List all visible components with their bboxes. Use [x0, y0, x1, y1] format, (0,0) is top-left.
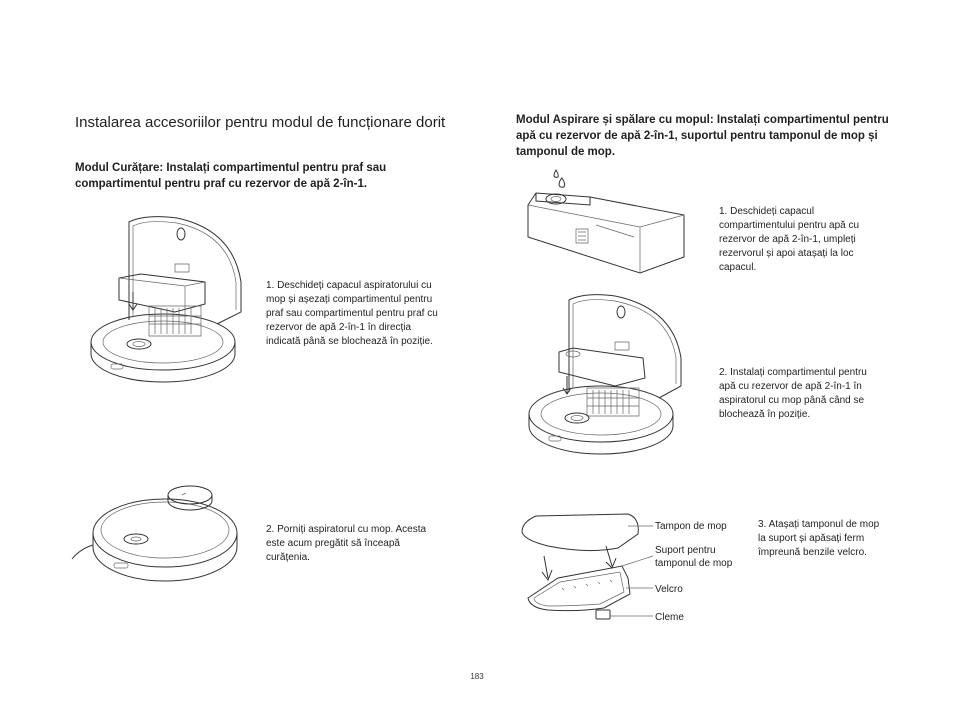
- section-title: Instalarea accesoriilor pentru modul de funcționare dorit: [75, 114, 446, 131]
- label-mop-holder: Suport pentru tamponul de mop: [655, 545, 733, 569]
- right-step-1: 1. Deschideți capacul compartimentului pentru apă cu rezervor de apă 2-în-1, umpleți rezervorul și apoi atașați la loc capacul.: [719, 206, 860, 273]
- right-step-3: 3. Atașați tamponul de mop la suport și apăsați ferm împreună benzile velcro.: [758, 519, 880, 558]
- water-tank-illustration: [520, 165, 690, 280]
- robot-closed-illustration: [70, 475, 245, 585]
- label-velcro: Velcro: [655, 584, 683, 595]
- left-step-2: 2. Porniți aspiratorul cu mop. Acesta este acum pregătit să înceapă curățenia.: [266, 524, 427, 563]
- mop-mode-subtitle: Modul Aspirare și spălare cu mopul: Instalați compartimentul pentru apă cu rezervor de apă 2-în-1, suportul pentru tamponul de mop și tamponul de mop.: [516, 114, 889, 158]
- robot-open-lid-dustbin-illustration: [85, 212, 250, 392]
- cleaning-mode-subtitle: Modul Curățare: Instalați compartimentul pentru praf sau compartimentul pentru praf cu rezervor de apă 2-în-1.: [75, 162, 387, 190]
- robot-open-lid-water-tank-illustration: [525, 292, 695, 457]
- mop-pad-holder-illustration: [518, 508, 653, 628]
- label-clips: Cleme: [655, 612, 684, 623]
- right-step-2: 2. Instalați compartimentul pentru apă cu rezervor de apă 2-în-1 în aspiratorul cu mop până când se blochează în poziție.: [719, 367, 867, 420]
- left-step-1: 1. Deschideți capacul aspiratorului cu mop și așezați compartimentul pentru praf sau compartimentul pentru praf cu rezervor de apă 2-în-1 în direcția indicată până se blochează în poziție.: [266, 280, 438, 347]
- label-mop-pad: Tampon de mop: [655, 521, 727, 532]
- page-number: 183: [470, 672, 484, 681]
